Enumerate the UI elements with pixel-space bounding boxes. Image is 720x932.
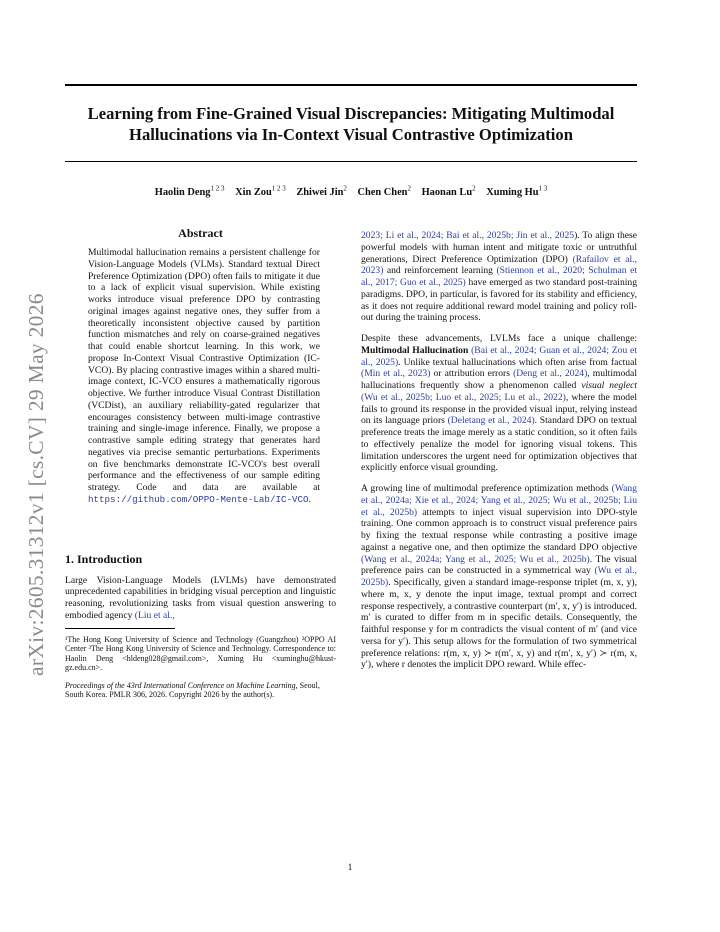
proceedings-note: Proceedings of the 43rd International Conference on Machine Learning, Seoul, South Korea. PMLR 306, 2026. Copyright 2026 by the author(s). (65, 680, 320, 700)
author-list (65, 185, 637, 198)
citation-link[interactable]: (Deng et al., 2024) (513, 368, 588, 380)
citation-link[interactable]: (Bai et al., 2024; Guan et al., 2024; Zou et al., 2025) (361, 344, 637, 368)
citation-link[interactable]: (Min et al., 2023) (361, 368, 431, 380)
author: Zhiwei Jin$^2$ (296, 185, 347, 199)
author: Xin Zou$^{1 2 3}$ (235, 185, 286, 199)
abstract-text: Multimodal hallucination remains a persistent challenge for Vision-Language Models (VLMs). Standard textual Direct Preference Optimization (DPO) often fails to mitigate it due to a lack of explicit visual supervision. While existing works introduce visual preference DPO by contrasting original images against negative ones, they suffer from a theoretically inconsistent objective caused by partition function mismatches and rely on coarse-grained negatives that could enable shortcut learning. In this work, we propose In-Context Visual Contrastive Optimization (IC-VCO). By placing contrastive images within a shared multi-image context, IC-VCO ensures a mathematically rigorous objective. We further introduce Visual Contrast Distillation (VCDist), an auxiliary reliability-gated regularizer that encourages consistency between multi-image contrastive training and single-image inference. Finally, we propose a contrastive sample editing strategy that generates hard negatives via precise semantic perturbations. Experiments on five benchmarks demonstrate IC-VCO's best overall performance and the effectiveness of our sample editing strategy. Code and data are available at https://github.com/OPPO-Mente-Lab/IC-VCO. (88, 247, 320, 505)
citation-link[interactable]: (Wu et al., 2025b; Luo et al., 2025; Lu et al., 2022) (361, 391, 566, 403)
author: Chen Chen$^2$ (357, 185, 411, 199)
author: Haonan Lu$^2$ (421, 185, 476, 199)
paragraph: A growing line of multimodal preference optimization methods (Wang et al., 2024a; Xie et al., 2024; Yang et al., 2025; Wu et al., 2025b; Liu et al., 2025b) attempts to inject visual supervision into DPO-style training. One common approach is to construct visual preference pairs by fixing the textual response while contrasting a positive image against a negative one, and then optimize the standard DPO objective (Wang et al., 2024a; Yang et al., 2025; Wu et al., 2025b). The visual preference pairs can be constructed in a symmetrical way (Wu et al., 2025b). Specifically, given a standard image-response triplet (m, x, y), where m, x, y denote the input image, textual prompt and correct response respectively, a contrastive counterpart (m′, x, y′) is introduced. m′ is curated to differ from m in specific details. Consequently, the faithful response y for m contradicts the visual content of m′ (and vice versa for y′). This setup allows for the formulation of two symmetrical preference relations: r(m, x, y) ≻ r(m′, x, y) and r(m′, x, y′) ≻ r(m, x, y′), where r denotes the implicit DPO reward. While effec- (361, 483, 637, 671)
right-column (361, 230, 637, 680)
affiliation-footnote: ¹The Hong Kong University of Science and Technology (Guangzhou) ²OPPO AI Center ³The Hong Kong University of Science and Technology. Correspondence to: Haolin Deng <hldeng028@gmail.com>, Xuming Hu <xuminghu@hkust-gz.edu.cn>. (65, 634, 336, 673)
page-number: 1 (347, 862, 353, 873)
title-rule-top (65, 84, 637, 86)
citation-link[interactable]: (Liu et al., (134, 609, 175, 621)
title-line-2: Hallucinations via In-Context Visual Contrastive Optimization (129, 125, 573, 144)
paragraph: Despite these advancements, LVLMs face a unique challenge: Multimodal Hallucination (Bai et al., 2024; Guan et al., 2024; Zou et al., 2025). Unlike textual hallucinations which often arise from factual (Min et al., 2023) or attribution errors (Deng et al., 2024), multimodal hallucinations frequently show a phenomenon called visual neglect (Wu et al., 2025b; Luo et al., 2025; Lu et al., 2022), where the model fails to ground its response in the provided visual input, relying instead on its language priors (Deletang et al., 2024). Standard DPO on textual preference treats the image merely as a static condition, so it often fails to effectively penalize the model for ignoring visual tokens. This limitation underscores the urgent need for optimization objectives that explicitly enforce visual grounding. (361, 333, 638, 474)
citation-link[interactable]: (Wang et al., 2024a; Yang et al., 2025; Wu et al., 2025b) (361, 553, 590, 565)
author: Xuming $Hu^{1 3}$ (486, 185, 548, 199)
citation-link[interactable]: (Deletang et al., 2024) (447, 415, 535, 427)
arxiv-stamp: arXiv:2605.31312v1 [cs.CV] 29 May 2026 (24, 293, 48, 676)
code-link[interactable]: https://github.com/OPPO-Mente-Lab/IC-VCO (88, 493, 309, 505)
title-line-1: Learning from Fine-Grained Visual Discrepancies: Mitigating Multimodal (87, 104, 615, 123)
footnote-divider (65, 628, 175, 629)
citation-link[interactable]: 2023; Li et al., 2024; Bai et al., 2025b; Jin et al., 2025 (361, 230, 575, 241)
citation-link[interactable]: (Stiennon et al., 2020; Schulman et al., 2017; Guo et al., 2025) (361, 265, 638, 288)
citation-link[interactable]: (Rafailov et al., 2023) (361, 253, 638, 277)
paper-title (65, 103, 637, 145)
abstract-heading: Abstract (178, 226, 223, 240)
left-column (65, 226, 336, 700)
paragraph: 2023; Li et al., 2024; Bai et al., 2025b; Jin et al., 2025). To align these powerful models with human intent and mitigate toxic or untruthful generations, Direct Preference Optimization (DPO) (Rafailov et al., 2023) and reinforcement learning (Stiennon et al., 2020; Schulman et al., 2017; Guo et al., 2025) have emerged as two standard post-training paradigms. DPO, in particular, is favored for its stability and efficiency, as it does not require additional reward model training and policy roll-out during the training process. (361, 230, 638, 324)
intro-paragraph: Large Vision-Language Models (LVLMs) have demonstrated unprecedented capabilities in bridging visual perception and linguistic reasoning, revolutionizing tasks from visual question answering to embodied agency (Liu et al., (65, 574, 336, 621)
citation-link[interactable]: (Wu et al., 2025b) (361, 565, 637, 588)
citation-link[interactable]: (Wang et al., 2024a; Xie et al., 2024; Yang et al., 2025; Wu et al., 2025b; Liu et al., 2025b) (361, 483, 637, 518)
section-heading-introduction: 1. Introduction (65, 551, 143, 566)
title-rule-bottom (65, 161, 637, 162)
author: Haolin Deng$^{1 2 3}$ (154, 185, 225, 199)
